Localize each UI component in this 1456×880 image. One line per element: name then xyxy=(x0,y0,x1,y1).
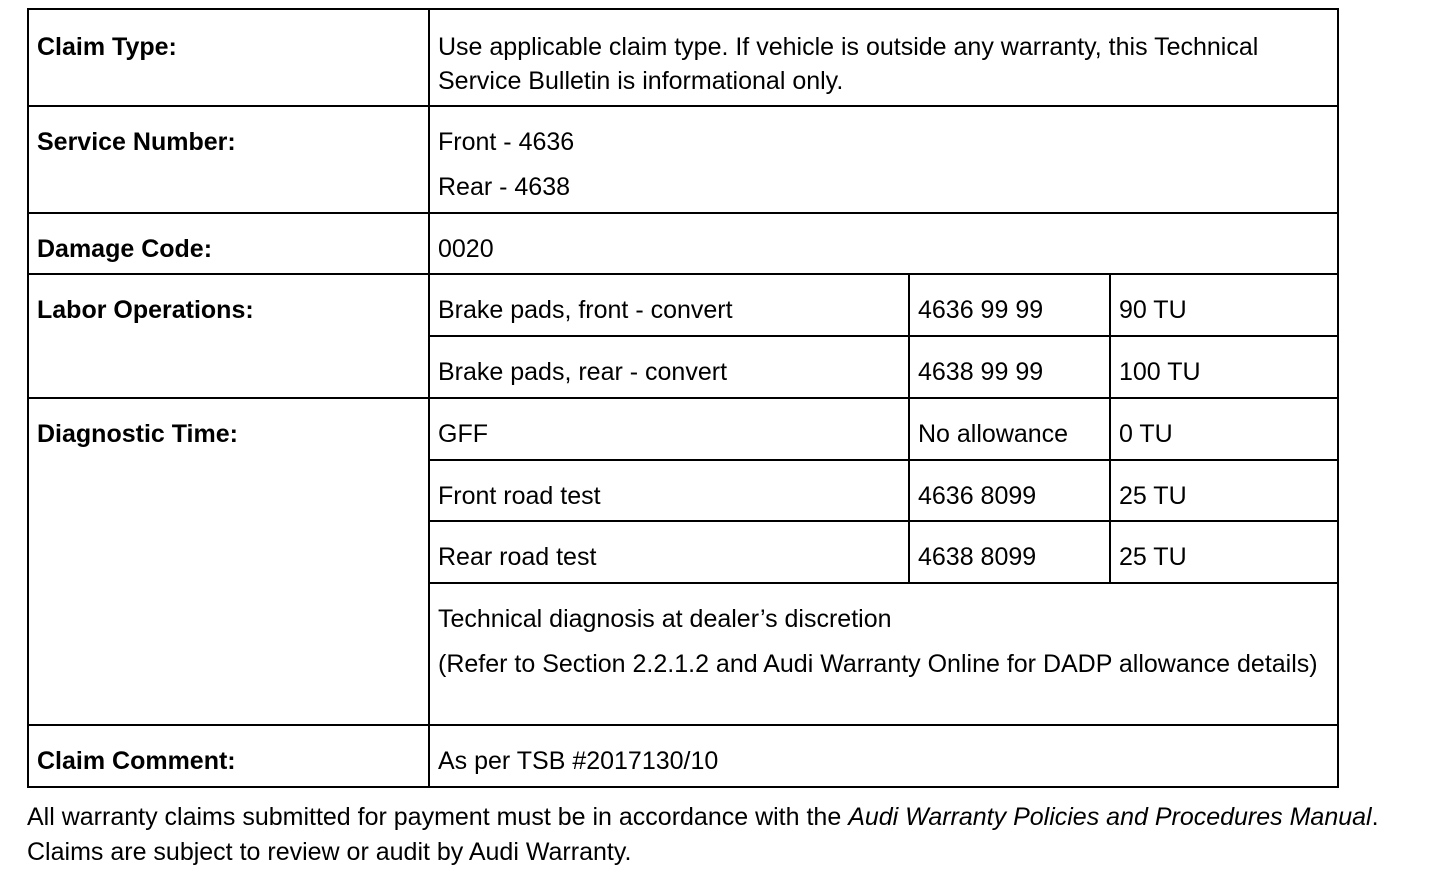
diagnostic-description: Rear road test xyxy=(429,521,909,583)
diagnostic-time: 25 TU xyxy=(1110,521,1338,583)
claim-type-label: Claim Type: xyxy=(28,9,429,106)
diagnostic-note xyxy=(429,583,1338,725)
diagnostic-code: No allowance xyxy=(909,398,1110,460)
diagnostic-time: 0 TU xyxy=(1110,398,1338,460)
labor-operations-label: Labor Operations: xyxy=(28,274,429,398)
diagnostic-description: Front road test xyxy=(429,460,909,521)
service-number-value xyxy=(429,106,1338,213)
labor-operation-row xyxy=(28,274,1338,336)
labor-op-time: 100 TU xyxy=(1110,336,1338,398)
diagnostic-description: GFF xyxy=(429,398,909,460)
diagnostic-code: 4636 8099 xyxy=(909,460,1110,521)
claim-comment-value: As per TSB #2017130/10 xyxy=(429,725,1338,787)
damage-code-row xyxy=(28,213,1338,274)
labor-op-code: 4636 99 99 xyxy=(909,274,1110,336)
damage-code-label: Damage Code: xyxy=(28,213,429,274)
diagnostic-row xyxy=(28,398,1338,460)
diagnostic-time: 25 TU xyxy=(1110,460,1338,521)
footer-text-after: . Claims are subject to review or audit by Audi Warranty. xyxy=(27,803,1379,866)
service-number-label: Service Number: xyxy=(28,106,429,213)
warranty-footer-note xyxy=(27,800,1447,870)
diagnostic-note-line2: (Refer to Section 2.2.1.2 and Audi Warranty Online for DADP allowance details) xyxy=(438,650,1318,678)
damage-code-value: 0020 xyxy=(429,213,1338,274)
service-number-front: Front - 4636 xyxy=(438,128,575,156)
diagnostic-note-line1: Technical diagnosis at dealer’s discretion xyxy=(438,605,892,633)
labor-op-code: 4638 99 99 xyxy=(909,336,1110,398)
labor-op-description: Brake pads, rear - convert xyxy=(429,336,909,398)
service-number-row xyxy=(28,106,1338,213)
labor-op-description: Brake pads, front - convert xyxy=(429,274,909,336)
footer-text-before: All warranty claims submitted for payment must be in accordance with the xyxy=(27,803,849,831)
footer-manual-title: Audi Warranty Policies and Procedures Manual xyxy=(848,803,1372,831)
service-number-rear: Rear - 4638 xyxy=(438,173,571,201)
warranty-claim-table xyxy=(27,8,1339,788)
labor-op-time: 90 TU xyxy=(1110,274,1338,336)
diagnostic-time-label: Diagnostic Time: xyxy=(28,398,429,725)
claim-type-row xyxy=(28,9,1338,106)
claim-comment-row xyxy=(28,725,1338,787)
claim-comment-label: Claim Comment: xyxy=(28,725,429,787)
diagnostic-code: 4638 8099 xyxy=(909,521,1110,583)
claim-type-value: Use applicable claim type. If vehicle is outside any warranty, this Technical Service Bulletin is informational only. xyxy=(429,9,1338,106)
